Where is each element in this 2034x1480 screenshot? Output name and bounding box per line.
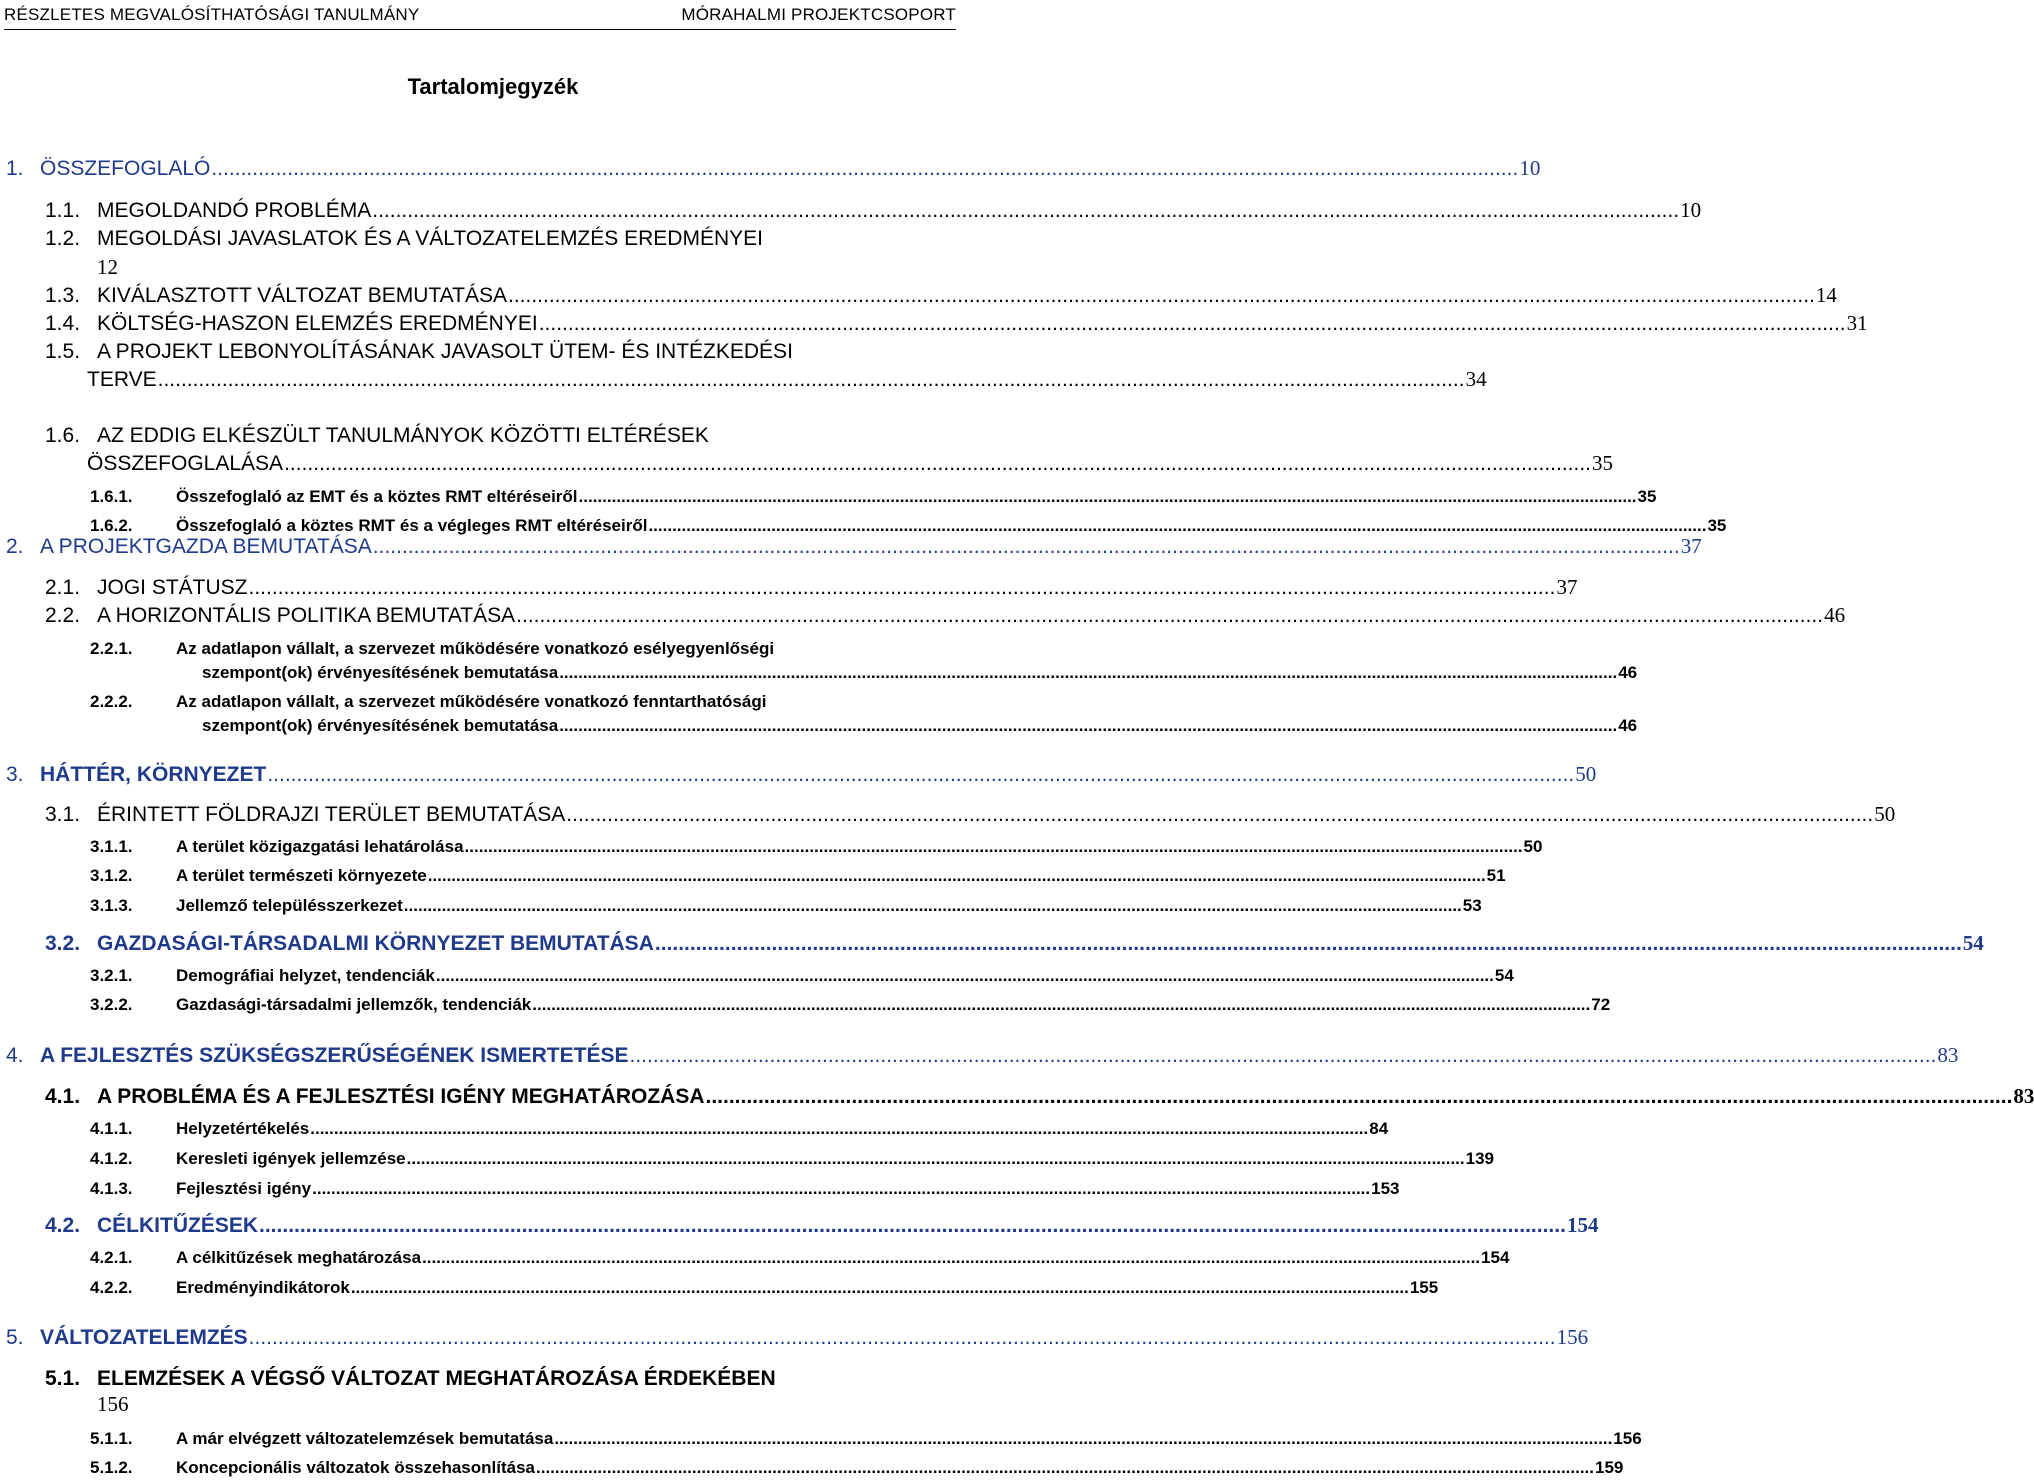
toc-entry-title: Gazdasági-társadalmi jellemzők, tendenciák [176,995,532,1014]
toc-entry-title: KÖLTSÉG-HASZON ELEMZÉS EREDMÉNYEI [97,312,538,335]
toc-entry-title: ÉRINTETT FÖLDRAJZI TERÜLET BEMUTATÁSA [97,803,566,826]
toc-dot-leader [259,1215,1566,1236]
toc-entry-3-2[interactable] [0,931,1984,955]
header-document-title: RÉSZLETES MEGVALÓSÍTHATÓSÁGI TANULMÁNY [4,5,420,24]
toc-entry-2[interactable] [0,534,1702,558]
toc-entry-number: 1.3. [45,284,81,307]
toc-entry-number: 4.1.3. [90,1179,133,1198]
toc-entry-number: 2. [6,535,24,558]
toc-entry-page: 50 [1575,762,1597,786]
toc-entry-page: 72 [1591,995,1611,1014]
toc-dot-leader [536,1459,1594,1476]
toc-entry-number: 2.2.1. [90,639,133,658]
toc-entry-4-2-1[interactable] [0,1248,1510,1267]
toc-dot-leader [554,1430,1612,1447]
toc-entry-number: 3.1. [45,803,81,826]
toc-entry-page: 46 [1618,663,1638,682]
toc-dot-leader [566,804,1873,825]
toc-entry-page: 46 [1618,716,1638,735]
toc-entry-title-cont: szempont(ok) érvényesítésének bemutatása [202,716,559,735]
toc-entry-title: HÁTTÉR, KÖRNYEZET [40,763,267,786]
toc-entry-page: 53 [1462,896,1482,915]
toc-entry-page: 155 [1409,1278,1439,1297]
toc-entry-title: Összefoglaló a köztes RMT és a végleges RMT eltéréseiről [176,516,648,535]
toc-dot-leader [559,717,1617,734]
toc-entry-2-2[interactable] [0,603,1846,627]
toc-entry-title: AZ EDDIG ELKÉSZÜLT TANULMÁNYOK KÖZÖTTI ELTÉRÉSEK [97,424,709,447]
toc-entry-5-1[interactable] [0,1368,960,1415]
toc-dot-leader [648,517,1706,534]
toc-entry-4-1-3[interactable] [0,1179,1400,1198]
toc-entry-number: 3.1.2. [90,866,133,885]
toc-dot-leader [428,867,1486,884]
page-header [4,0,956,30]
toc-dot-leader [559,664,1617,681]
toc-entry-page: 50 [1523,837,1543,856]
toc-entry-5-1-1[interactable] [0,1429,1642,1448]
toc-entry-title-cont: TERVE [87,368,157,391]
toc-dot-leader [249,577,1556,598]
toc-entry-4-1-2[interactable] [0,1149,1494,1168]
toc-entry-number: 4.2.1. [90,1248,133,1267]
toc-dot-leader [284,453,1591,474]
toc-dot-leader [706,1086,2013,1107]
toc-entry-4-2-2[interactable] [0,1278,1439,1297]
toc-entry-1-5[interactable] [0,340,1487,391]
toc-entry-title-cont: szempont(ok) érvényesítésének bemutatása [202,663,559,682]
toc-entry-page: 50 [1874,802,1896,826]
toc-dot-leader [629,1045,1936,1066]
toc-entry-2-2-2[interactable] [0,692,1638,735]
toc-entry-3-1-2[interactable] [0,866,1506,885]
toc-entry-number: 1.5. [45,340,81,363]
toc-entry-number: 1.1. [45,199,81,222]
toc-entry-page: 153 [1371,1179,1400,1198]
toc-entry-2-1[interactable] [0,575,1578,599]
toc-dot-leader [422,1249,1480,1266]
toc-dot-leader [539,313,1846,334]
toc-entry-1-6-2[interactable] [0,516,1727,535]
toc-entry-page: 54 [1494,966,1514,985]
toc-entry-title: KIVÁLASZTOTT VÁLTOZAT BEMUTATÁSA [97,284,507,307]
toc-dot-leader [373,536,1680,557]
toc-entry-title: JOGI STÁTUSZ [97,576,248,599]
toc-entry-title: A célkitűzések meghatározása [176,1248,422,1267]
toc-entry-3-1-3[interactable] [0,896,1482,915]
header-organization: MÓRAHALMI PROJEKTCSOPORT [681,5,956,24]
toc-entry-5-1-2[interactable] [0,1458,1624,1477]
toc-entry-number: 4.2.2. [90,1278,133,1297]
toc-entry-number: 4.2. [45,1214,81,1237]
toc-entry-title: VÁLTOZATELEMZÉS [40,1326,248,1349]
toc-entry-title: A már elvégzett változatelemzések bemutatása [176,1429,554,1448]
toc-entry-page: 154 [1566,1213,1599,1237]
toc-entry-number: 1.2. [45,227,81,250]
toc-entry-page: 14 [1815,283,1837,307]
toc-entry-page: 156 [97,1392,129,1416]
toc-entry-title: Jellemző településszerkezet [176,896,403,915]
toc-entry-title: A PROJEKT LEBONYOLÍTÁSÁNAK JAVASOLT ÜTEM- ÉS INTÉZKEDÉSI [97,340,793,363]
toc-entry-3[interactable] [0,762,1597,786]
toc-entry-number: 5.1. [45,1367,81,1390]
toc-entry-page: 12 [97,255,118,279]
toc-dot-leader [372,200,1679,221]
toc-entry-page: 10 [1519,156,1541,180]
toc-entry-1-2[interactable] [0,228,960,278]
toc-entry-3-2-1[interactable] [0,966,1514,985]
toc-dot-leader [655,933,1962,954]
toc-entry-number: 4.1.1. [90,1119,133,1138]
toc-entry-title: Demográfiai helyzet, tendenciák [176,966,435,985]
toc-entry-title: ÖSSZEFOGLALÓ [40,157,211,180]
toc-dot-leader [532,996,1590,1013]
toc-entry-number: 3.2. [45,932,81,955]
toc-entry-page: 154 [1481,1248,1510,1267]
toc-entry-1-6-1[interactable] [0,487,1657,506]
toc-entry-title: GAZDASÁGI-TÁRSADALMI KÖRNYEZET BEMUTATÁSA [97,932,654,955]
toc-heading: Tartalomjegyzék [407,74,579,99]
toc-entry-title: A terület közigazgatási lehatárolása [176,837,464,856]
toc-entry-title: Eredményindikátorok [176,1278,350,1297]
toc-entry-number: 5.1.1. [90,1429,133,1448]
toc-entry-title: Összefoglaló az EMT és a köztes RMT eltéréseiről [176,487,578,506]
toc-dot-leader [516,605,1823,626]
toc-entry-title: Fejlesztési igény [176,1179,312,1198]
toc-dot-leader [508,285,1815,306]
toc-entry-number: 1.4. [45,312,81,335]
toc-entry-page: 31 [1846,311,1868,335]
toc-entry-number: 5. [6,1326,24,1349]
toc-entry-title: ELEMZÉSEK A VÉGSŐ VÁLTOZAT MEGHATÁROZÁSA ÉRDEKÉBEN [97,1367,776,1390]
toc-entry-4[interactable] [0,1043,1959,1067]
toc-entry-number: 1.6.1. [90,487,133,506]
toc-entry-number: 2.1. [45,576,81,599]
toc-entry-number: 2.2.2. [90,692,133,711]
toc-entry-number: 5.1.2. [90,1458,133,1477]
toc-entry-title: Keresleti igények jellemzése [176,1149,406,1168]
toc-entry-number: 4. [6,1044,24,1067]
toc-entry-page: 84 [1369,1119,1389,1138]
toc-entry-title: A PROJEKTGAZDA BEMUTATÁSA [40,535,372,558]
toc-entry-1-3[interactable] [0,283,1837,307]
toc-entry-page: 10 [1680,198,1702,222]
toc-dot-leader [436,967,1494,984]
toc-dot-leader [351,1279,1409,1296]
toc-dot-leader [249,1327,1556,1348]
toc-entry-number: 4.1.2. [90,1149,133,1168]
toc-entry-page: 159 [1595,1458,1624,1477]
toc-entry-title: Koncepcionális változatok összehasonlítása [176,1458,536,1477]
toc-entry-title: A terület természeti környezete [176,866,427,885]
toc-dot-leader [579,488,1637,505]
toc-entry-title-cont: ÖSSZEFOGLALÁSA [87,452,284,475]
toc-entry-number: 3.2.2. [90,995,133,1014]
toc-entry-number: 3.2.1. [90,966,133,985]
toc-entry-5[interactable] [0,1325,1589,1349]
toc-entry-number: 3.1.1. [90,837,133,856]
toc-entry-title: Helyzetértékelés [176,1119,310,1138]
toc-entry-title: Az adatlapon vállalt, a szervezet működésére vonatkozó esélyegyenlőségi [176,639,775,658]
toc-dot-leader [211,158,1518,179]
toc-dot-leader [407,1150,1465,1167]
toc-entry-3-1[interactable] [0,802,1896,826]
toc-entry-page: 37 [1556,575,1578,599]
toc-dot-leader [312,1180,1370,1197]
toc-entry-number: 1.6. [45,424,81,447]
toc-entry-page: 34 [1465,367,1487,391]
toc-entry-1-6[interactable] [0,424,1613,475]
toc-entry-title: A FEJLESZTÉS SZÜKSÉGSZERŰSÉGÉNEK ISMERTETÉSE [40,1044,629,1067]
toc-entry-title: MEGOLDANDÓ PROBLÉMA [97,199,372,222]
toc-dot-leader [465,838,1523,855]
toc-entry-4-2[interactable] [0,1213,1599,1237]
toc-entry-page: 35 [1592,451,1613,475]
toc-entry-page: 35 [1637,487,1657,506]
toc-entry-3-2-2[interactable] [0,995,1611,1014]
toc-entry-page: 46 [1824,603,1846,627]
toc-entry-page: 156 [1613,1429,1642,1448]
toc-entry-4-1[interactable] [0,1084,2034,1108]
toc-entry-4-1-1[interactable] [0,1119,1389,1138]
toc-entry-page: 83 [1937,1043,1959,1067]
toc-entry-number: 3.1.3. [90,896,133,915]
toc-entry-title: A HORIZONTÁLIS POLITIKA BEMUTATÁSA [97,604,516,627]
toc-dot-leader [158,369,1465,390]
toc-dot-leader [267,764,1574,785]
toc-entry-title: MEGOLDÁSI JAVASLATOK ÉS A VÁLTOZATELEMZÉS EREDMÉNYEI [97,227,763,250]
toc-entry-title: Az adatlapon vállalt, a szervezet működésére vonatkozó fenntarthatósági [176,692,767,711]
toc-entry-1[interactable] [0,156,1541,180]
toc-entry-1-1[interactable] [0,198,1702,222]
toc-entry-number: 4.1. [45,1085,81,1108]
toc-entry-title: A PROBLÉMA ÉS A FEJLESZTÉSI IGÉNY MEGHATÁROZÁSA [97,1085,705,1108]
toc-entry-page: 54 [1962,931,1984,955]
toc-dot-leader [404,897,1462,914]
toc-entry-number: 2.2. [45,604,81,627]
toc-entry-page: 35 [1707,516,1727,535]
toc-dot-leader [310,1120,1368,1137]
toc-entry-title: CÉLKITŰZÉSEK [97,1214,259,1237]
toc-entry-3-1-1[interactable] [0,837,1543,856]
toc-entry-page: 37 [1680,534,1702,558]
toc-entry-2-2-1[interactable] [0,639,1638,682]
toc-entry-number: 3. [6,763,24,786]
toc-entry-page: 156 [1556,1325,1589,1349]
toc-entry-1-4[interactable] [0,311,1868,335]
toc-entry-number: 1.6.2. [90,516,133,535]
toc-entry-page: 83 [2013,1084,2034,1108]
toc-entry-page: 51 [1486,866,1506,885]
toc-entry-number: 1. [6,157,24,180]
toc-entry-page: 139 [1465,1149,1494,1168]
